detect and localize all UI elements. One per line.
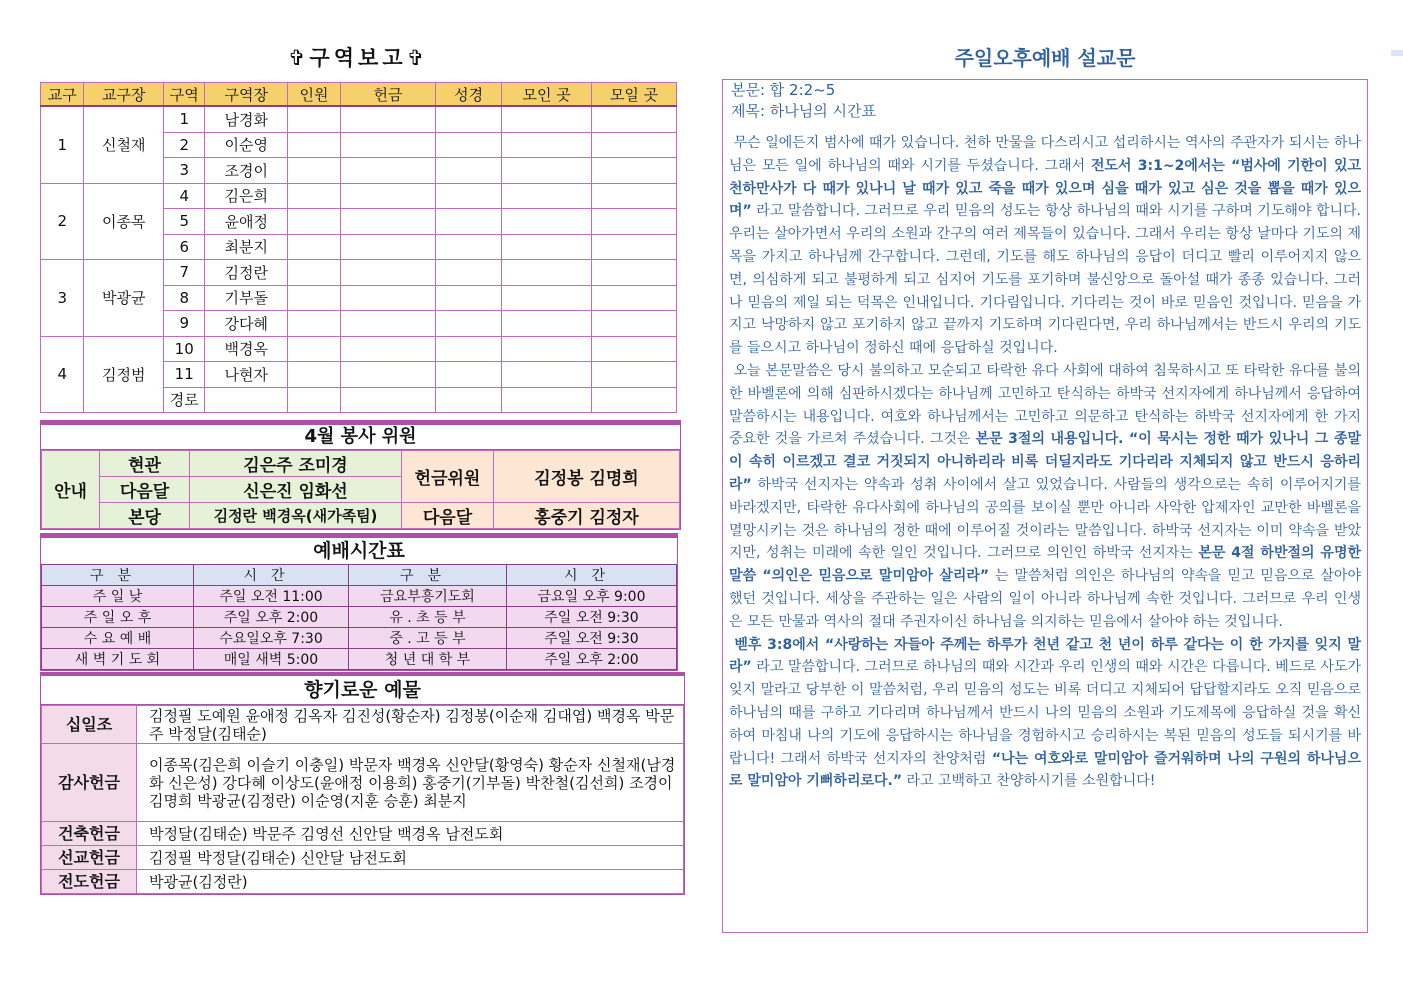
district-leader: 이순영 [205, 132, 288, 158]
schedule-cell: 유 . 초 등 부 [349, 607, 507, 628]
blank-cell [340, 285, 435, 311]
blank-cell [288, 285, 341, 311]
column-header: 모일 곳 [592, 83, 677, 107]
blank-cell [502, 132, 592, 158]
building-offering-label: 건축헌금 [42, 822, 137, 846]
schedule-header: 시간 [507, 565, 677, 586]
schedule-cell: 중 . 고 등 부 [349, 628, 507, 649]
column-header: 인원 [288, 83, 341, 107]
blank-cell [592, 234, 677, 260]
parish-number: 3 [41, 260, 84, 337]
blank-cell [288, 311, 341, 337]
blank-cell [340, 158, 435, 184]
blank-cell [502, 106, 592, 132]
offerings-table [41, 705, 684, 894]
district-number: 5 [164, 209, 205, 235]
blank-cell [436, 387, 502, 413]
blank-cell [592, 132, 677, 158]
parish-number: 1 [41, 106, 84, 183]
blank-cell [502, 260, 592, 286]
blank-cell [502, 387, 592, 413]
parish-number: 4 [41, 336, 84, 413]
thanks-offering-label: 감사헌금 [42, 744, 137, 822]
worship-schedule-title: 예배시간표 [313, 540, 405, 562]
blank-cell [592, 387, 677, 413]
blank-cell [340, 234, 435, 260]
worship-schedule-box [40, 533, 678, 671]
table-row [41, 260, 677, 286]
district-number: 6 [164, 234, 205, 260]
table-row [41, 106, 677, 132]
next-month-offering-names: 홍중기 김정자 [494, 503, 680, 529]
parish-leader: 신철재 [84, 106, 164, 183]
district-number: 8 [164, 285, 205, 311]
blank-cell [340, 387, 435, 413]
blank-cell [288, 183, 341, 209]
district-leader [205, 387, 288, 413]
blank-cell [592, 183, 677, 209]
offering-committee-label: 헌금위원 [402, 451, 494, 503]
sermon-paragraph: 무슨 일에든지 범사에 때가 있습니다. 천하 만물을 다스리시고 섭리하시는 역사의 주관자가 되시는 하나님은 모든 일에 하나님의 때와 시기를 두셨습니다. 그래서 전도서 3:1~2에서는 “범사에 기한이 있고 천하만사가 다 때가 있나니 날 때가 있고 죽을 때가 있으며 심을 때가 있고 심은 것을 뽑을 때가 있으며” 라고 말씀합니다. 그러므로 우리 믿음의 성도는 항상 하나님의 때와 시기를 구하며 기도해야 합니다. 우리는 살아가면서 우리의 소원과 간구의 여러 제목들이 있습니다. 그래서 우리는 항상 날마다 기도의 제목을 가지고 하나님께 간구합니다. 그런데, 기도를 해도 하나님의 응답이 더디고 빨리 이루어지지 않으면, 의심하게 되고 불평하게 되고 심지어 기도를 포기하며 불신앙으로 돌아설 때가 종종 있습니다. 그러나 믿음의 제일 되는 덕목은 인내입니다. 기다림입니다. 기다리는 것이 바로 믿음인 것입니다. 믿음을 가지고 낙망하지 않고 포기하지 않고 끝까지 기도하며 기다린다면, 우리 하나님께서는 반드시 우리의 기도를 들으시고 하나님이 정하신 때에 응답하실 것입니다. [729, 135, 1362, 357]
guide-label: 안내 [42, 451, 100, 529]
sermon-subject: 제목: 하나님의 시간표 [731, 102, 877, 120]
district-leader: 김은희 [205, 183, 288, 209]
blank-cell [592, 285, 677, 311]
blank-cell [340, 311, 435, 337]
mission-offering-label: 선교헌금 [42, 846, 137, 870]
sanctuary-label: 본당 [100, 503, 190, 529]
parish-number: 2 [41, 183, 84, 260]
next-month-names: 신은진 임화선 [190, 477, 402, 503]
district-leader: 강다혜 [205, 311, 288, 337]
blank-cell [592, 158, 677, 184]
district-leader: 백경옥 [205, 336, 288, 362]
schedule-header: 시간 [194, 565, 349, 586]
schedule-cell: 매일 새벽 5:00 [194, 649, 349, 670]
entrance-label: 현관 [100, 451, 190, 477]
schedule-cell: 주일 오전 9:30 [507, 607, 677, 628]
schedule-cell: 청 년 대 학 부 [349, 649, 507, 670]
blank-cell [436, 311, 502, 337]
schedule-cell: 주일 오전 11:00 [194, 586, 349, 607]
district-number: 10 [164, 336, 205, 362]
blank-cell [340, 209, 435, 235]
schedule-cell: 새 벽 기 도 회 [42, 649, 194, 670]
blank-cell [288, 106, 341, 132]
thanks-offering-names: 이종목(김은희 이슬기 이충일) 박문자 백경옥 신안달(황영숙) 황순자 신철재(남경화 신은성) 강다혜 이상도(윤애정 이용희) 홍중기(기부돌) 박찬철(김선희) 조경이 김명희 박광균(김정란) 이순영(지훈 승훈) 최분지 [137, 744, 684, 822]
sermon-title: 주일오후예배 설교문 [954, 46, 1136, 70]
sermon-box [722, 79, 1368, 933]
blank-cell [592, 362, 677, 388]
schedule-header: 구분 [349, 565, 507, 586]
schedule-cell: 금요부흥기도회 [349, 586, 507, 607]
column-header: 교구장 [84, 83, 164, 107]
district-leader: 나현자 [205, 362, 288, 388]
column-header: 모인 곳 [502, 83, 592, 107]
column-header: 교구 [41, 83, 84, 107]
blank-cell [288, 234, 341, 260]
blank-cell [288, 336, 341, 362]
district-leader: 기부돌 [205, 285, 288, 311]
blank-cell [288, 362, 341, 388]
blank-cell [288, 209, 341, 235]
district-report-title: ✞구역보고✞ [287, 46, 429, 70]
table-row [41, 183, 677, 209]
blank-cell [340, 336, 435, 362]
blank-cell [340, 183, 435, 209]
tithe-names: 김정필 도예원 윤애정 김옥자 김진성(황순자) 김정봉(이순재 김대엽) 백경옥 박문주 박정달(김태순) [137, 706, 684, 744]
sermon-body [729, 132, 1361, 793]
table-header-row [41, 83, 677, 107]
blank-cell [288, 260, 341, 286]
schedule-cell: 주일 오전 9:30 [507, 628, 677, 649]
blank-cell [436, 285, 502, 311]
service-committee-title: 4월 봉사 위원 [41, 425, 680, 450]
tithe-label: 십일조 [42, 706, 137, 744]
blank-cell [436, 336, 502, 362]
district-leader: 남경화 [205, 106, 288, 132]
district-number: 경로 [164, 387, 205, 413]
district-leader: 조경이 [205, 158, 288, 184]
district-number: 9 [164, 311, 205, 337]
district-report-table [40, 82, 677, 413]
blank-cell [592, 260, 677, 286]
blank-cell [436, 209, 502, 235]
blank-cell [592, 311, 677, 337]
schedule-header: 구분 [42, 565, 194, 586]
district-number: 2 [164, 132, 205, 158]
blank-cell [288, 158, 341, 184]
column-header: 구역장 [205, 83, 288, 107]
district-leader: 윤애정 [205, 209, 288, 235]
district-number: 4 [164, 183, 205, 209]
mission-offering-names: 김정필 박정달(김태순) 신안달 남전도회 [137, 846, 684, 870]
next-month-offering-label: 다음달 [402, 503, 494, 529]
blank-cell [502, 285, 592, 311]
page-corner-mark [1391, 50, 1403, 56]
column-header: 헌금 [340, 83, 435, 107]
blank-cell [502, 183, 592, 209]
column-header: 성경 [436, 83, 502, 107]
blank-cell [340, 106, 435, 132]
district-number: 3 [164, 158, 205, 184]
offerings-box [40, 672, 685, 895]
blank-cell [502, 336, 592, 362]
parish-leader: 이종목 [84, 183, 164, 260]
sermon-header [731, 80, 876, 122]
service-committee-table [41, 450, 680, 529]
sermon-paragraph: 벧후 3:8에서 “사랑하는 자들아 주께는 하루가 천년 같고 천 년이 하루 같다는 이 한 가지를 잊지 말라” 라고 말씀합니다. 그러므로 하나님의 때와 시간과 우리 인생의 때와 시간은 다릅니다. 베드로 사도가 잊지 말라고 당부한 이 말씀처럼, 우리 믿음의 성도는 비록 더디고 지체되어 답답할지라도 오직 믿음으로 하나님의 때를 구하고 기다리며 하나님께서 반드시 나의 믿음의 소원과 기도제목에 응답하실 것을 확신하여 마침내 나의 기도에 응답하시는 하나님을 경험하시고 승리하시는 복된 믿음의 성도들 되시기를 바랍니다! 그래서 하박국 선지자의 찬양처럼 “나는 여호와로 말미암아 즐거워하며 나의 구원의 하나님으로 말미암아 기뻐하리로다.” 라고 고백하고 찬양하시기를 소원합니다! [729, 636, 1361, 790]
blank-cell [502, 234, 592, 260]
parish-leader: 박광균 [84, 260, 164, 337]
blank-cell [502, 209, 592, 235]
schedule-cell: 주 일 낮 [42, 586, 194, 607]
schedule-cell: 수요일오후 7:30 [194, 628, 349, 649]
blank-cell [592, 106, 677, 132]
district-number: 1 [164, 106, 205, 132]
district-number: 7 [164, 260, 205, 286]
blank-cell [436, 158, 502, 184]
blank-cell [340, 260, 435, 286]
worship-schedule-table [41, 564, 677, 670]
district-leader: 김정란 [205, 260, 288, 286]
blank-cell [502, 311, 592, 337]
blank-cell [436, 362, 502, 388]
offerings-title: 향기로운 예물 [41, 676, 684, 705]
schedule-cell: 금요일 오후 9:00 [507, 586, 677, 607]
blank-cell [288, 132, 341, 158]
service-committee-box [40, 420, 681, 530]
evangelism-offering-names: 박광균(김정란) [137, 870, 684, 894]
blank-cell [436, 106, 502, 132]
entrance-names: 김은주 조미경 [190, 451, 402, 477]
blank-cell [502, 362, 592, 388]
blank-cell [288, 387, 341, 413]
column-header: 구역 [164, 83, 205, 107]
blank-cell [592, 209, 677, 235]
building-offering-names: 박정달(김태순) 박문주 김영선 신안달 백경옥 남전도회 [137, 822, 684, 846]
blank-cell [436, 183, 502, 209]
blank-cell [340, 132, 435, 158]
blank-cell [436, 132, 502, 158]
parish-leader: 김정범 [84, 336, 164, 413]
district-leader: 최분지 [205, 234, 288, 260]
schedule-cell: 주일 오후 2:00 [507, 649, 677, 670]
sermon-text-reference: 본문: 합 2:2~5 [731, 81, 836, 99]
schedule-cell: 주일 오후 2:00 [194, 607, 349, 628]
blank-cell [340, 362, 435, 388]
sanctuary-names: 김정란 백경옥(새가족팀) [190, 503, 402, 529]
offering-committee-names: 김정봉 김명희 [494, 451, 680, 503]
blank-cell [502, 158, 592, 184]
blank-cell [436, 260, 502, 286]
next-month-label: 다음달 [100, 477, 190, 503]
blank-cell [592, 336, 677, 362]
evangelism-offering-label: 전도헌금 [42, 870, 137, 894]
blank-cell [436, 234, 502, 260]
table-row [41, 336, 677, 362]
sermon-paragraph: 오늘 본문말씀은 당시 불의하고 모순되고 타락한 유다 사회에 대하여 침묵하시고 또 타락한 유다를 불의한 바벨론에 의해 심판하시겠다는 하나님께 고민하고 탄식하는 하박국 선지자에게 하나님께서 응답하여 말씀하시는 내용입니다. 여호와 하나님께서는 고민하고 의문하고 탄식하는 하박국 선지자에게 한 가지 중요한 것을 가르쳐 주셨습니다. 그것은 본문 3절의 내용입니다. “이 묵시는 정한 때가 있나니 그 종말이 속히 이르겠고 결코 거짓되지 아니하리라 비록 더딜지라도 기다리라 지체되지 않고 반드시 응하리라” 하박국 선지자는 약속과 성취 사이에서 살고 있었습니다. 사람들의 생각으로는 속히 이루어지기를 바라겠지만, 타락한 유다사회에 하나님의 공의를 보이실 뿐만 아니라 사악한 압제자인 교만한 바벨론을 멸망시키는 것은 하나님의 정한 때에 이루어질 것이라는 말씀입니다. 하박국 선지자는 이미 약속을 받았지만, 성취는 미래에 속한 일인 것입니다. 그러므로 의인인 하박국 선지자는 본문 4절 하반절의 유명한 말씀 “의인은 믿음으로 말미암아 살리라” 는 말씀처럼 의인은 하나님의 약속을 믿고 믿음으로 살아야 했던 것입니다. 세상을 주관하는 일은 사람의 일이 아니라 하나님께 속한 것입니다. 그러므로 우리 인생은 모든 만물과 역사의 절대 주권자이신 하나님을 의지하는 믿음에서 살아야 하는 것입니다. [729, 362, 1362, 630]
schedule-cell: 수 요 예 배 [42, 628, 194, 649]
district-number: 11 [164, 362, 205, 388]
schedule-cell: 주 일 오 후 [42, 607, 194, 628]
